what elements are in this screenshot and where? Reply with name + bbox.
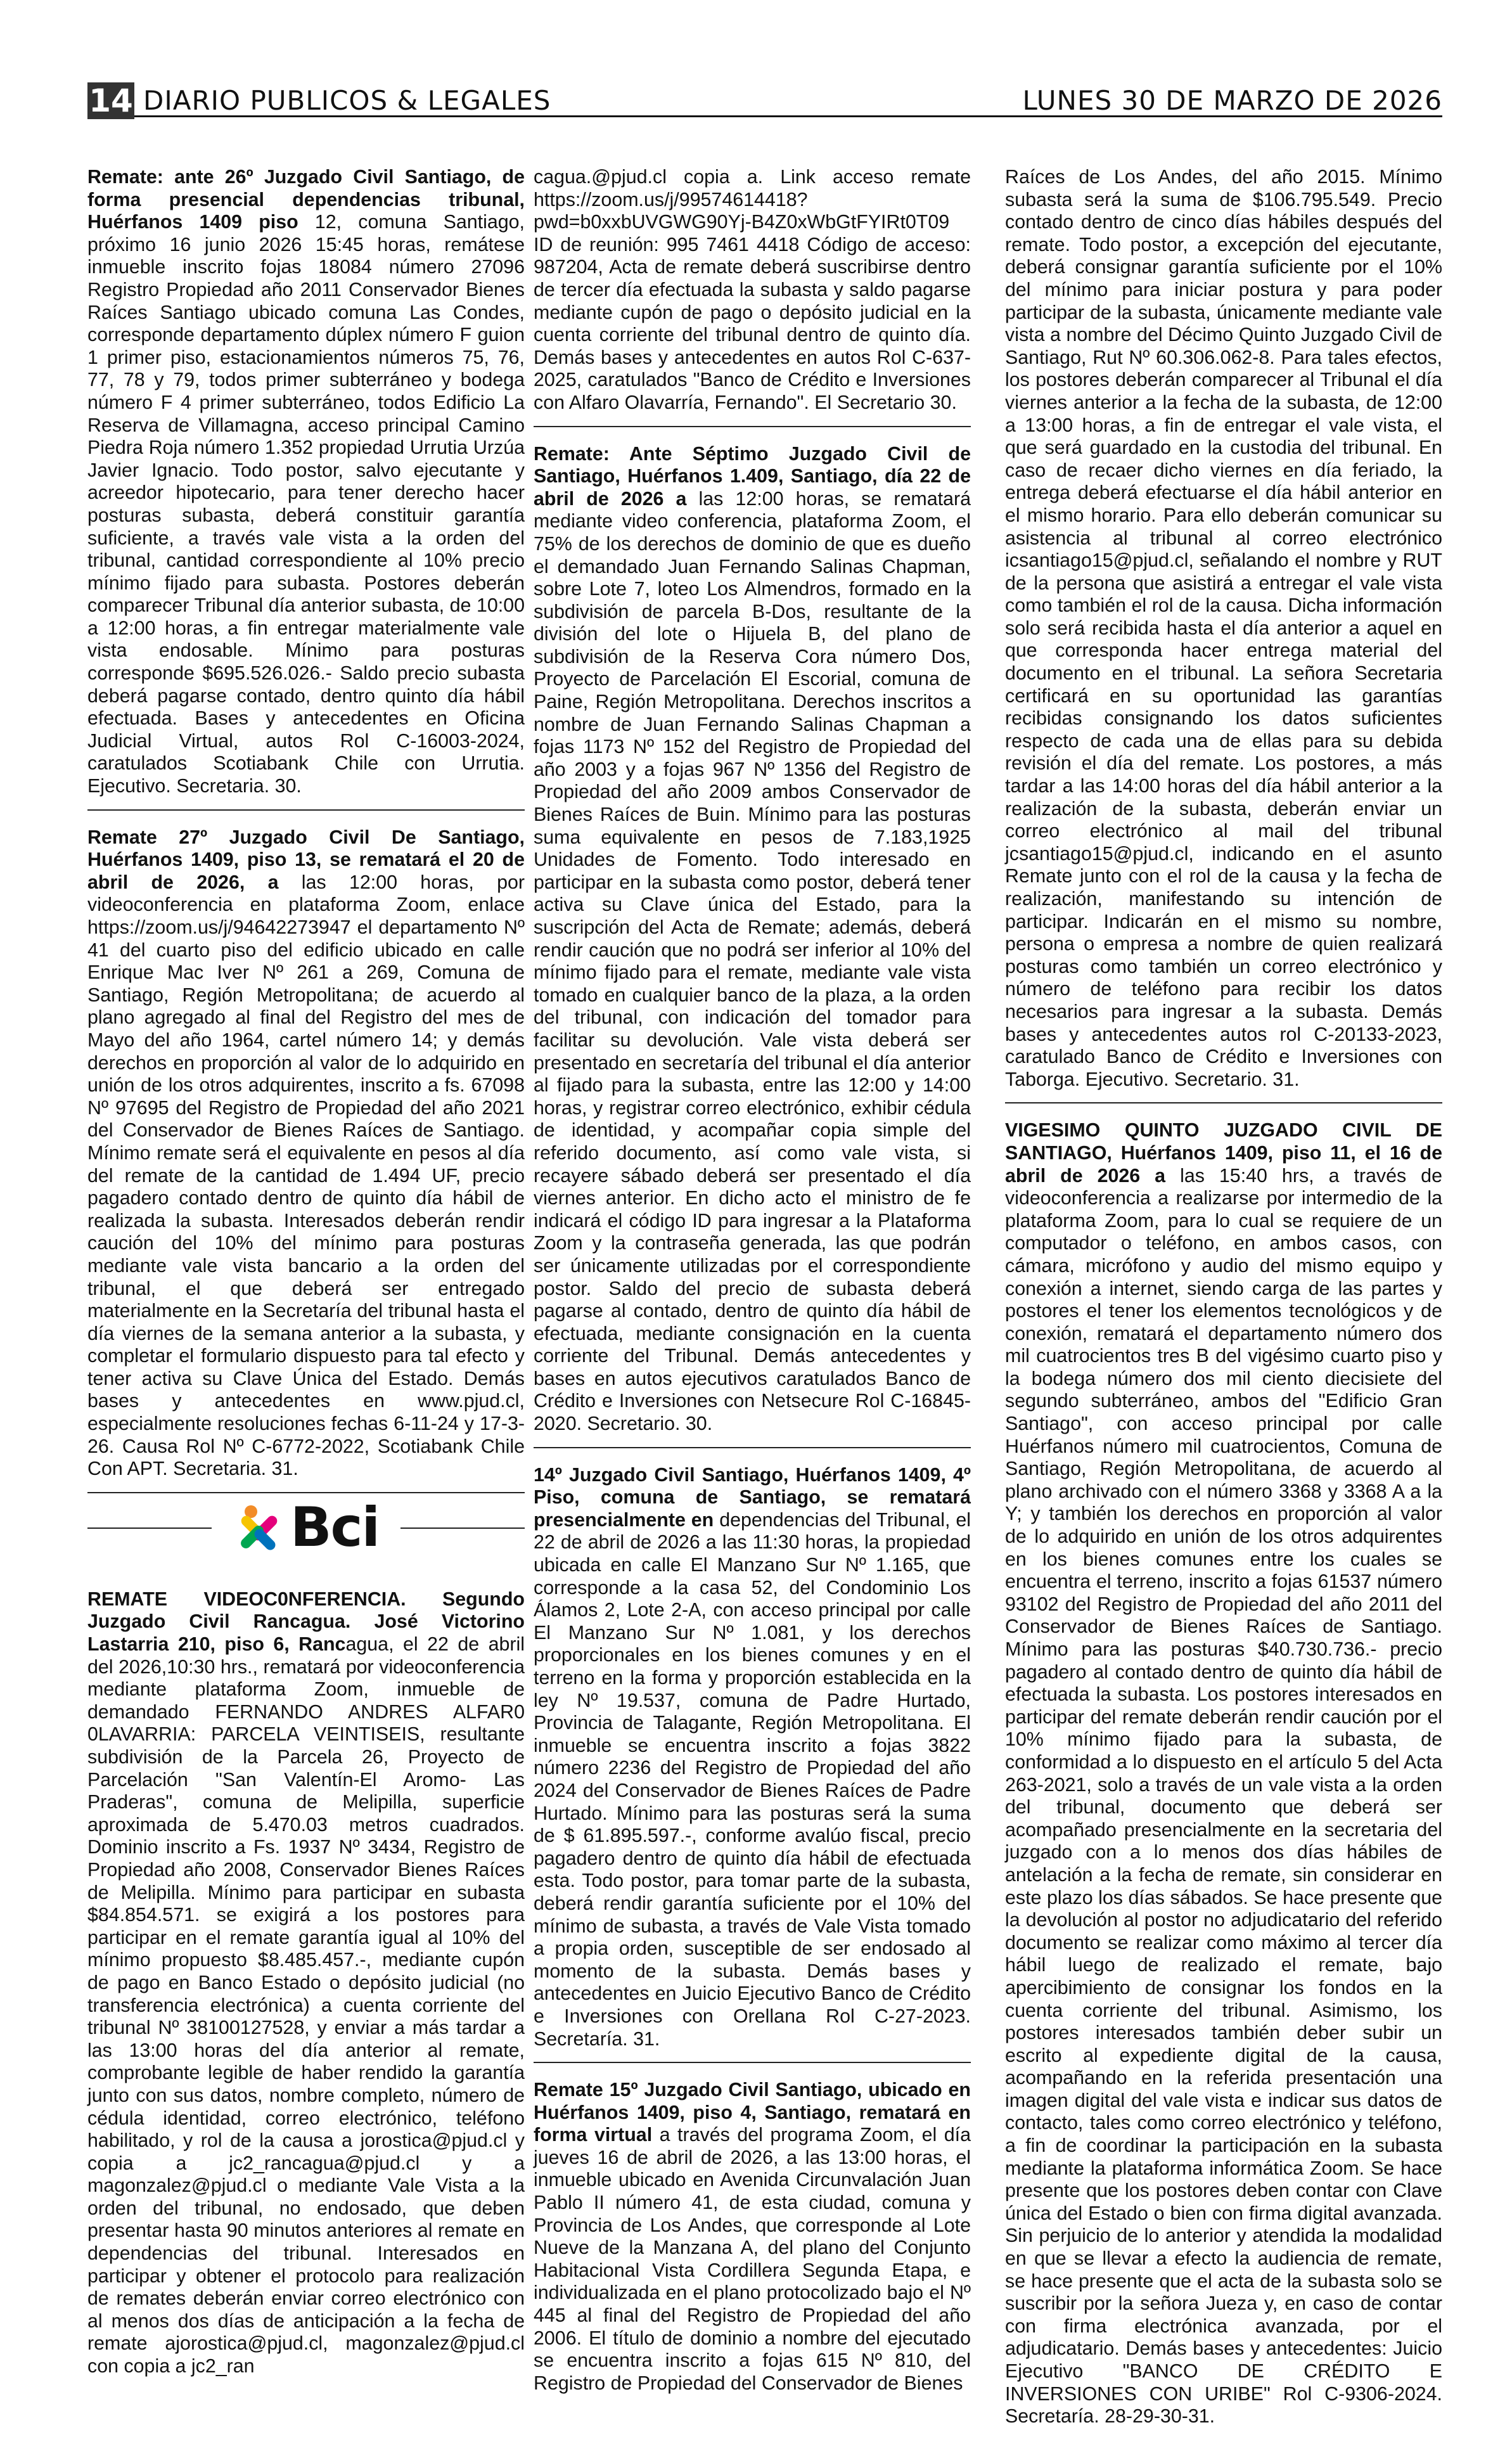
page-header [87, 79, 1442, 117]
notice-heading: 14º Juzgado Civil Santiago, Huérfanos 1409, 4º Piso, comuna de Santiago, se rematará presencialmente en [534, 1463, 971, 1531]
notice [534, 1464, 971, 2063]
divider [87, 1528, 212, 1529]
notice [1005, 1119, 1442, 2428]
divider [400, 1528, 525, 1529]
notice-heading: Remate: Ante Séptimo Juzgado Civil de Santiago, Huérfanos 1.409, Santiago, día 22 de abril de 2026 a [534, 442, 971, 510]
notice [534, 166, 971, 427]
column-1 [87, 166, 525, 2394]
column-3 [1005, 166, 1442, 2444]
column-2 [534, 166, 971, 2410]
notice [87, 166, 525, 811]
notice-heading: Remate 27º Juzgado Civil De Santiago, Huérfanos 1409, piso 13, se rematará el 20 de abril de 2026, a [87, 826, 525, 893]
notice-heading: Remate 15º Juzgado Civil Santiago, ubicado en Huérfanos 1409, piso 4, Santiago, rematará en forma virtual [534, 2079, 971, 2146]
notice-heading: VIGESIMO QUINTO JUZGADO CIVIL DE SANTIAGO, Huérfanos 1409, piso 11, el 16 de abril de 2026 a [1005, 1119, 1442, 1187]
notice-heading: REMATE VIDEOC0NFERENCIA. Segundo Juzgado Civil Rancagua. José Victorino Lastarria 210, piso 6, Ranc [87, 1588, 525, 1656]
issue-date: LUNES 30 DE MARZO DE 2026 [1022, 85, 1442, 116]
notice-body: agua, el 22 de abril del 2026,10:30 hrs., rematará por videoconferencia mediante plataforma Zoom, inmueble de demandado FERNANDO ANDRES ALFAR0 0LAVARRIA: PARCELA VEINTISEIS, resultante subdivisión de la Parcela 26, Proyecto de Parcelación "San Valentín-El Aromo- Las Praderas", comuna de Melipilla, superficie aproximada de 5.470.03 metros cuadrados. Dominio inscrito a Fs. 1937 Nº 3434, Registro de Propiedad año 2008, Conservador Bienes Raíces de Melipilla. Mínimo para participar en subasta $84.854.571. se exigirá a los postores para participar en el remate garantía igual al 10% del mínimo propuesto $8.485.457.-, mediante cupón de pago en Banco Estado o depósito judicial (no transferencia electrónica) a cuenta corriente del tribunal Nº 38100127528, y enviar a más tardar a las 13:00 horas del día anterior al remate, comprobante legible de haber rendido la garantía junto con sus datos, nombre completo, número de cédula identidad, correo electrónico, teléfono habilitado, y rol de la causa a jorostica@pjud.cl y copia a jc2_rancagua@pjud.cl y a magonzalez@pjud.cl o mediante Vale Vista a la orden del tribunal, no endosado, que deben presentar hasta 90 minutos anteriores al remate en dependencias del tribunal. Interesados en participar y obtener el protocolo para realización de remates deberán enviar correo electrónico con al menos dos días de anticipación a la fecha de remate ajorostica@pjud.cl, magonzalez@pjud.cl con copia a jc2_ran [87, 1633, 525, 2377]
notice-body: 12, comuna Santiago, próximo 16 junio 2026 15:45 horas, remátese inmueble inscrito fojas 18084 número 27096 Registro Propiedad año 2011 Conservador Bienes Raíces Santiago ubicado comuna Las Condes, corresponde departamento dúplex número F guion 1 primer piso, estacionamientos números 75, 76, 77, 78 y 79, todos primer subterráneo y bodega número F 4 primer subterráneo, todos Edificio La Reserva de Villamagna, acceso principal Camino Piedra Roja número 1.352 propiedad Urrutia Urzúa Javier Ignacio. Todo postor, salvo ejecutante y acreedor hipotecario, para tener derecho hacer posturas subasta, deberá constituir garantía suficiente, a través vale vista a la orden del tribunal, cantidad correspondiente al 10% precio mínimo fijado para subasta. Postores deberán comparecer Tribunal día anterior subasta, de 10:00 a 12:00 horas, a fin entregar materialmente vale vista endosable. Mínimo para posturas corresponde $695.526.026.- Saldo precio subasta deberá pagarse contado, dentro quinto día hábil efectuada. Bases y antecedentes en Oficina Judicial Virtual, autos Rol C-16003-2024, caratulados Scotiabank Chile con Urrutia. Ejecutivo. Secretaria. 30. [87, 211, 525, 797]
notice [1005, 166, 1442, 1103]
bci-logo-icon [233, 1502, 286, 1555]
notice-body: a través del programa Zoom, el día jueves 16 de abril de 2026, a las 13:00 horas, el inmueble ubicado en Avenida Circunvalación Juan Pablo II número 41, de esta ciudad, comuna y Provincia de Los Andes, que corresponde al Lote Nueve de la Manzana A, del plano del Conjunto Habitacional Vista Cordillera Segunda Etapa, e individualizada en el plano protocolizado bajo el Nº 445 al final del Registro de Propiedad del año 2006. El título de dominio a nombre del ejecutado se encuentra inscrito a fojas 615 Nº 810, del Registro de Propiedad del Conservador de Bienes [534, 2124, 971, 2394]
notice [87, 826, 525, 1493]
page-number: 14 [87, 82, 134, 119]
bci-wordmark: Bci [290, 1496, 380, 1560]
notice-body: Raíces de Los Andes, del año 2015. Mínimo subasta será la suma de $106.795.549. Precio contado dentro de cinco días hábiles después del remate. Todo postor, a excepción del ejecutante, deberá consignar garantía suficiente por el 10% del mínimo para iniciar postura y para poder participar de la subasta, únicamente mediante vale vista a nombre del Décimo Quinto Juzgado Civil de Santiago, Rut Nº 60.306.062-8. Para tales efectos, los postores deberán comparecer al Tribunal el día viernes anterior a la fecha de la subasta, de 12:00 a 13:00 horas, a fin de entregar el vale vista, el que será guardado en la custodia del tribunal. En caso de recaer dicho viernes en día feriado, la entrega deberá efectuarse el día hábil anterior en el mismo horario. Para ello deberán comunicar su asistencia al tribunal al correo electrónico icsantiago15@pjud.cl, señalando el nombre y RUT de la persona que asistirá a entregar el vale vista como también el rol de la causa. Dicha información solo será recibida hasta el día anterior a aquel en que corresponda hacer entrega material del documento en el tribunal. La señora Secretaria certificará en su oportunidad las garantías recibidas consignando los datos suficientes respecto de cada una de ellas para su debida revisión el día del remate. Los postores, a más tardar a las 14:00 horas del día hábil anterior a la realización de la subasta, deberán enviar un correo electrónico al mail del tribunal jcsantiago15@pjud.cl, indicando en el asunto Remate junto con el rol de la causa y la fecha de realización, manifestando su intención de participar. Indicarán en el mismo su nombre, persona o empresa a nombre de quien realizará posturas como también un correo electrónico y número de teléfono para recibir los datos necesarios para ingresar a la subasta. Demás bases y antecedentes autos rol C-20133-2023, caratulado Banco de Crédito e Inversiones con Taborga. Ejecutivo. Secretario. 31. [1005, 166, 1442, 1090]
notice-body: las 12:00 horas, se rematará mediante video conferencia, plataforma Zoom, el 75% de los derechos de dominio de que es dueño el demandado Juan Fernando Salinas Chapman, sobre Lote 7, loteo Los Almendros, formado en la subdivisión de parcela B-Dos, resultante de la división del lote o Hijuela B, del plano de subdivisión de la Reserva Cora número Dos, Proyecto de Parcelación El Escorial, comuna de Paine, Región Metropolitana. Derechos inscritos a nombre de Juan Fernando Salinas Chapman a fojas 1173 Nº 152 del Registro de Propiedad del año 2003 y a fojas 967 Nº 1356 del Registro de Propiedad del año 2009 ambos Conservador de Bienes Raíces de Buin. Mínimo para las posturas suma equivalente en pesos de 7.183,1925 Unidades de Fomento. Todo interesado en participar en la subasta como postor, deberá tener activa su Clave única del Estado, para la suscripción del Acta de Remate; además, deberá rendir caución que no podrá ser inferior al 10% del mínimo fijado para el remate, mediante vale vista tomado en cualquier banco de la plaza, a la orden del tribunal, con indicación del tomador para facilitar su devolución. Vale vista deberá ser presentado en secretaría del tribunal el día anterior al fijado para la subasta, entre las 12:00 y 14:00 horas, y registrar correo electrónico, exhibir cédula de identidad, y acompañar copia simple del referido documento, así como vale vista, si recayere sábado deberá ser presentado el día viernes anterior. En dicho acto el ministro de fe indicará el código ID para ingresar a la Plataforma Zoom y la contraseña generada, las que podrán ser únicamente utilizadas por el correspondiente postor. Saldo del precio de subasta deberá pagarse al contado, dentro de quinto día hábil de efectuada, mediante consignación en la cuenta corriente del Tribunal. Demás antecedentes y bases en autos ejecutivos caratulados Banco de Crédito e Inversiones con Netsecure Rol C-16845-2020. Secretario. 30. [534, 487, 971, 1435]
notice-heading: Remate: ante 26º Juzgado Civil Santiago, de forma presencial dependencias tribunal, Huérfanos 1409 piso [87, 166, 525, 233]
notice [534, 443, 971, 1448]
publication-title: DIARIO PUBLICOS & LEGALES [143, 85, 551, 116]
notice [534, 2079, 971, 2395]
notice-body: las 15:40 hrs, a través de videoconferencia a realizarse por intermedio de la plataforma Zoom, para lo cual se requiere de un computador o teléfono, en ambos casos, con cámara, micrófono y audio del mismo equipo y conexión a internet, siendo carga de las partes y postores el tener los elementos tecnológicos y de conexión, rematará el departamento número dos mil cuatrocientos tres B del vigésimo cuarto piso y la bodega número dos mil ciento diecisiete del segundo subterráneo, ambos del "Edificio Gran Santiago", con acceso principal por calle Huérfanos número mil cuatrocientos, Comuna de Santiago, Región Metropolitana, de acuerdo al plano archivado con el número 3368 y 3368 A a la Y; y también los derechos en proporción al valor de lo adquirido en unión de los otros adquirentes en los bienes comunes entre los cuales se encuentra el terreno, inscrito a fojas 61537 número 93102 del Registro de Propiedad del año 2011 del Conservador de Bienes Raíces de Santiago. Mínimo para las posturas $40.730.736.- precio pagadero al contado dentro de quinto día hábil de efectuada la subasta. Los postores interesados en participar del remate deberán rendir caución por el 10% mínimo fijado para la subasta, de conformidad a lo dispuesto en el artículo 5 del Acta 263-2021, solo a través de un vale vista a la orden del tribunal, documento que deberá ser acompañado presencialmente en la secretaria del juzgado con a lo menos dos días hábiles de antelación a la fecha de remate, sin considerar en este plazo los días sábados. Se hace presente que la devolución al postor no adjudicatario del referido documento se realizar como máximo al tercer día hábil luego de realizado el remate, bajo apercibimiento de consignar los fondos en la cuenta corriente del tribunal. Asimismo, los postores interesados también deber subir un escrito al expediente digital de la causa, acompañando en la referida presentación una imagen digital del vale vista e indicar sus datos de contacto, tales como correo electrónico y teléfono, a fin de coordinar la participación en la subasta mediante la plataforma informática Zoom. Se hace presente que los postores deben contar con Clave única del Estado o bien con firma digital avanzada. Sin perjuicio de lo anterior y atendida la modalidad en que se llevar a efecto la audiencia de remate, se hace presente que el acta de la subasta solo se suscribir por la señora Jueza y, en caso de contar con firma electrónica avanzada, por el adjudicatario. Demás bases y antecedentes: Juicio Ejecutivo "BANCO DE CRÉDITO E INVERSIONES CON URIBE" Rol C-9306-2024. Secretaría. 28-29-30-31. [1005, 1164, 1442, 2428]
notice-body: cagua.@pjud.cl copia a. Link acceso remate https://zoom.us/j/99574614418?pwd=b0xxbUVGWG90Yj-B4Z0xWbGtFYIRt0T09 ID de reunión: 995 7461 4418 Código de acceso: 987204, Acta de remate deberá suscribirse dentro de tercer día efectuada la subasta y saldo pagarse mediante cupón de pago o depósito judicial en la cuenta corriente del tribunal dentro de quinto día. Demás bases y antecedentes en autos Rol C-637-2025, caratulados "Banco de Crédito e Inversiones con Alfaro Olavarría, Fernando". El Secretario 30. [534, 166, 971, 413]
bci-logo [233, 1496, 380, 1560]
notice-body: las 12:00 horas, por videoconferencia en plataforma Zoom, enlace https://zoom.us/j/94642273947 el departamento Nº 41 del cuarto piso del edificio ubicado en calle Enrique Mac Iver Nº 261 a 269, Comuna de Santiago, Región Metropolitana; de acuerdo al plano agregado al final del Registro del mes de Mayo del año 1964, cartel número 14; y demás derechos en proporción al valor de lo adquirido en unión de los otros adquirentes, inscrito a fs. 67098 Nº 97695 del Registro de Propiedad del año 2021 del Conservador de Bienes Raíces de Santiago. Mínimo remate será el equivalente en pesos al día del remate de la cantidad de 1.494 UF, precio pagadero contado dentro de quinto día hábil de realizada la subasta. Interesados deberán rendir caución del 10% del mínimo para posturas mediante vale vista bancario a la orden del tribunal, el que deberá ser entregado materialmente en la Secretaría del tribunal hasta el día viernes de la semana anterior a la subasta, y completar el formulario dispuesto para tal efecto y tener activa su Clave Única del Estado. Demás bases y antecedentes en www.pjud.cl, especialmente resoluciones fechas 6-11-24 y 17-3-26. Causa Rol Nº C-6772-2022, Scotiabank Chile Con APT. Secretaria. 31. [87, 871, 525, 1480]
notice-body: dependencias del Tribunal, el 22 de abril de 2026 a las 11:30 horas, la propiedad ubicada en calle El Manzano Sur Nº 1.165, que corresponde a la casa 52, del Condominio Los Álamos 2, Lote 2-A, con acceso principal por calle El Manzano Sur Nº 1.081, y los derechos proporcionales en los bienes comunes y en el terreno en la forma y proporción establecida en la ley Nº 19.537, comuna de Padre Hurtado, Provincia de Talagante, Región Metropolitana. El inmueble se encuentra inscrito a fojas 3822 número 2236 del Registro de Propiedad del año 2024 del Conservador de Bienes Raíces de Padre Hurtado. Mínimo para las posturas será la suma de $ 61.895.597.-, conforme avalúo fiscal, precio pagadero dentro de quinto día hábil de efectuada esta. Todo postor, para tomar parte de la subasta, deberá rendir garantía suficiente por el 10% del mínimo de subasta, a través de Vale Vista tomado a propia orden, susceptible de ser endosado al momento de la subasta. Demás bases y antecedentes en Juicio Ejecutivo Banco de Crédito e Inversiones con Orellana Rol C-27-2023. Secretaría. 31. [534, 1508, 971, 2050]
notice [87, 1588, 525, 2378]
bci-advertisement [87, 1487, 525, 1569]
